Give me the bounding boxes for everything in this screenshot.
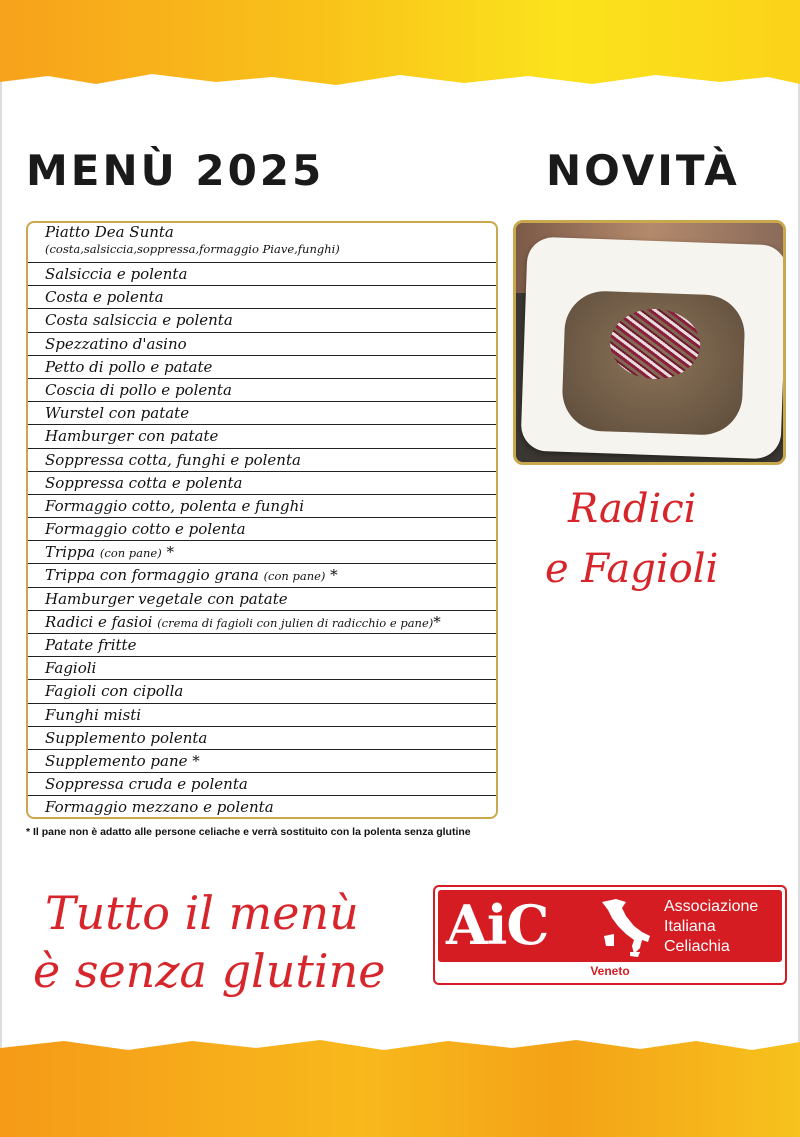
photo-bowl <box>520 237 786 460</box>
menu-item <box>28 379 496 402</box>
aic-logo <box>433 885 787 985</box>
menu-item-name: Funghi misti <box>45 705 142 724</box>
menu-item-name: Radici e fasioi <box>45 612 158 631</box>
menu-item <box>28 309 496 332</box>
menu-item <box>28 704 496 727</box>
menu-title: MENÙ 2025 <box>26 146 325 195</box>
menu-item-name: Petto di pollo e patate <box>45 357 213 376</box>
feature-dish-line2: e Fagioli <box>545 546 719 592</box>
aic-name-line-1: Associazione <box>664 898 759 915</box>
menu-item-asterisk: * <box>192 751 200 770</box>
menu-item <box>28 634 496 657</box>
menu-item <box>28 727 496 750</box>
feature-dish-line1: Radici <box>568 486 697 532</box>
menu-item-name: Fagioli con cipolla <box>45 682 184 701</box>
aic-logo-name <box>664 897 758 957</box>
dish-photo <box>513 220 786 465</box>
aic-logo-mark: AiC <box>446 893 549 957</box>
menu-item <box>28 518 496 541</box>
menu-item-asterisk: * <box>433 612 441 631</box>
menu-item <box>28 541 496 564</box>
menu-item <box>28 472 496 495</box>
menu-item <box>28 286 496 309</box>
menu-item-name: Fagioli <box>45 659 97 678</box>
menu-item-first <box>28 223 496 263</box>
gluten-footnote: * Il pane non è adatto alle persone celiache e verrà sostituito con la polenta senza glutine <box>26 826 471 838</box>
menu-item <box>28 588 496 611</box>
menu-item-name: Supplemento pane <box>45 751 193 770</box>
menu-item-name: Spezzatino d'asino <box>45 334 187 353</box>
menu-item <box>28 449 496 472</box>
menu-item-name: Soppressa cotta, funghi e polenta <box>45 450 301 469</box>
menu-item <box>28 402 496 425</box>
menu-item-name: Soppressa cruda e polenta <box>45 775 248 794</box>
menu-item <box>28 796 496 819</box>
menu-item <box>28 263 496 286</box>
menu-item <box>28 611 496 634</box>
menu-item-name: Trippa <box>45 543 100 562</box>
aic-logo-region: Veneto <box>590 964 630 978</box>
menu-item <box>28 773 496 796</box>
menu-item-name: Wurstel con patate <box>45 404 190 423</box>
menu-list <box>28 223 496 819</box>
menu-item-name: Costa e polenta <box>45 288 164 307</box>
menu-item-asterisk: * <box>325 566 338 585</box>
menu-item-name: Formaggio cotto e polenta <box>45 520 246 539</box>
menu-item <box>28 750 496 773</box>
aic-name-line-3: Celiachia <box>664 938 730 955</box>
menu-item-name: Soppressa cotta e polenta <box>45 473 243 492</box>
menu-item-name: Formaggio cotto, polenta e funghi <box>45 496 305 515</box>
menu-item-name: Hamburger vegetale con patate <box>45 589 288 608</box>
aic-logo-banner <box>438 890 782 962</box>
menu-item-name: Salsiccia e polenta <box>45 265 188 283</box>
menu-item-name: Formaggio mezzano e polenta <box>45 798 274 817</box>
menu-item-detail: (costa,salsiccia,soppressa,formaggio Piave,funghi) <box>45 242 340 256</box>
menu-item <box>28 680 496 703</box>
menu-item-name: Trippa con formaggio grana <box>45 566 264 585</box>
gluten-free-slogan-line2: è senza glutine <box>33 944 386 998</box>
aic-name-line-2: Italiana <box>664 918 716 935</box>
menu-item <box>28 333 496 356</box>
menu-item-name: Supplemento polenta <box>45 728 208 747</box>
bottom-color-band <box>0 1040 800 1137</box>
menu-item-note: (con pane) <box>99 546 162 561</box>
menu-item-name: Patate fritte <box>45 636 137 654</box>
menu-item <box>28 356 496 379</box>
menu-list-box <box>26 221 498 819</box>
menu-item-name: Costa salsiccia e polenta <box>45 311 233 330</box>
menu-item-note: (con pane) <box>263 569 326 584</box>
menu-item-name: Coscia di pollo e polenta <box>45 380 232 399</box>
menu-item <box>28 564 496 587</box>
menu-item-name: Piatto Dea Sunta <box>45 223 174 241</box>
gluten-free-slogan-line1: Tutto il menù <box>45 886 359 940</box>
menu-item-note: (crema di fagioli con julien di radicchio e pane) <box>157 615 434 630</box>
menu-item <box>28 495 496 518</box>
italy-map-icon <box>596 896 656 958</box>
menu-item-asterisk: * <box>161 543 175 562</box>
menu-item-name: Hamburger con patate <box>45 427 219 446</box>
menu-item <box>28 657 496 680</box>
menu-item <box>28 425 496 448</box>
novita-title: NOVITÀ <box>546 146 740 195</box>
